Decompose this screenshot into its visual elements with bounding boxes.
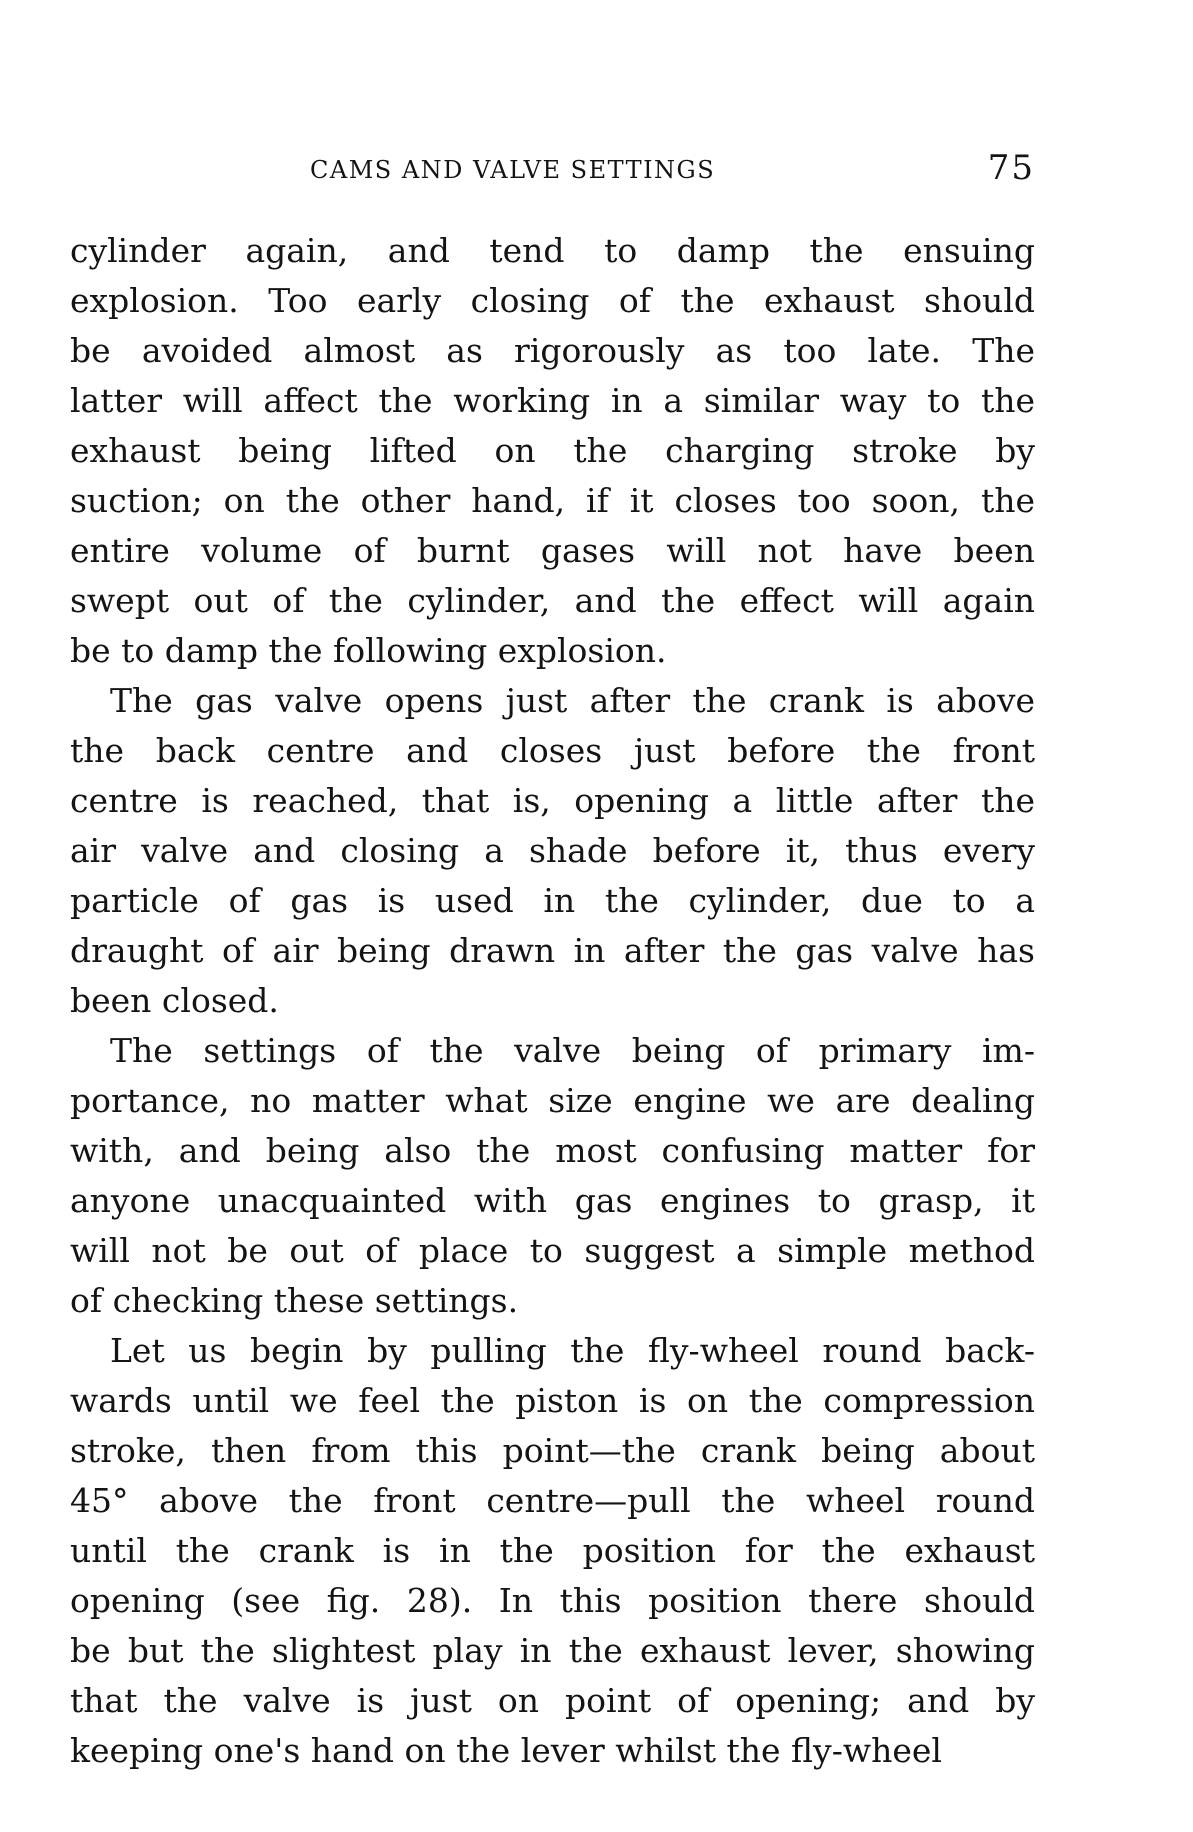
text-line: be to damp the following explosion.	[70, 631, 667, 670]
text-line: until the crank is in the position for the exhaust	[70, 1531, 1035, 1570]
text-line: air valve and closing a shade before it, thus every	[70, 831, 1035, 870]
text-line: entire volume of burnt gases will not have been	[70, 531, 1035, 570]
text-line: particle of gas is used in the cylinder, due to a	[70, 881, 1035, 920]
text-line: will not be out of place to suggest a simple method	[70, 1231, 1035, 1270]
paragraph	[70, 676, 1035, 1026]
text-line: wards until we feel the piston is on the compression	[70, 1381, 1035, 1420]
text-line: The gas valve opens just after the crank is above	[110, 681, 1035, 720]
text-line: be but the slightest play in the exhaust lever, showing	[70, 1631, 1035, 1670]
text-line: latter will affect the working in a similar way to the	[70, 381, 1035, 420]
paragraph	[70, 1026, 1035, 1326]
text-line: anyone unacquainted with gas engines to grasp, it	[70, 1181, 1035, 1220]
text-line: explosion. Too early closing of the exhaust should	[70, 281, 1035, 320]
text-line: suction; on the other hand, if it closes too soon, the	[70, 481, 1035, 520]
text-line: draught of air being drawn in after the gas valve has	[70, 931, 1035, 970]
paragraph	[70, 1326, 1035, 1776]
text-line: portance, no matter what size engine we are dealing	[70, 1081, 1035, 1120]
body-text	[70, 226, 1035, 1776]
text-line: cylinder again, and tend to damp the ensuing	[70, 231, 1035, 270]
text-line: with, and being also the most confusing matter for	[70, 1131, 1035, 1170]
text-line: opening (see fig. 28). In this position there should	[70, 1581, 1035, 1620]
page-header	[70, 148, 1035, 198]
text-line: the back centre and closes just before the front	[70, 731, 1035, 770]
text-line: 45° above the front centre—pull the wheel round	[70, 1481, 1035, 1520]
running-title: CAMS AND VALVE SETTINGS	[310, 156, 716, 184]
page-number: 75	[987, 148, 1035, 188]
text-line: keeping one's hand on the lever whilst the fly-wheel	[70, 1731, 942, 1770]
text-line: be avoided almost as rigorously as too late. The	[70, 331, 1035, 370]
text-line: centre is reached, that is, opening a little after the	[70, 781, 1035, 820]
text-line: swept out of the cylinder, and the effect will again	[70, 581, 1035, 620]
text-line: stroke, then from this point—the crank being about	[70, 1431, 1035, 1470]
text-line: exhaust being lifted on the charging stroke by	[70, 431, 1035, 470]
paragraph	[70, 226, 1035, 676]
text-line: The settings of the valve being of primary im-	[110, 1031, 1035, 1070]
text-line: of checking these settings.	[70, 1281, 519, 1320]
text-line: Let us begin by pulling the fly-wheel round back-	[110, 1331, 1035, 1370]
text-line: that the valve is just on point of opening; and by	[70, 1681, 1035, 1720]
text-line: been closed.	[70, 981, 279, 1020]
